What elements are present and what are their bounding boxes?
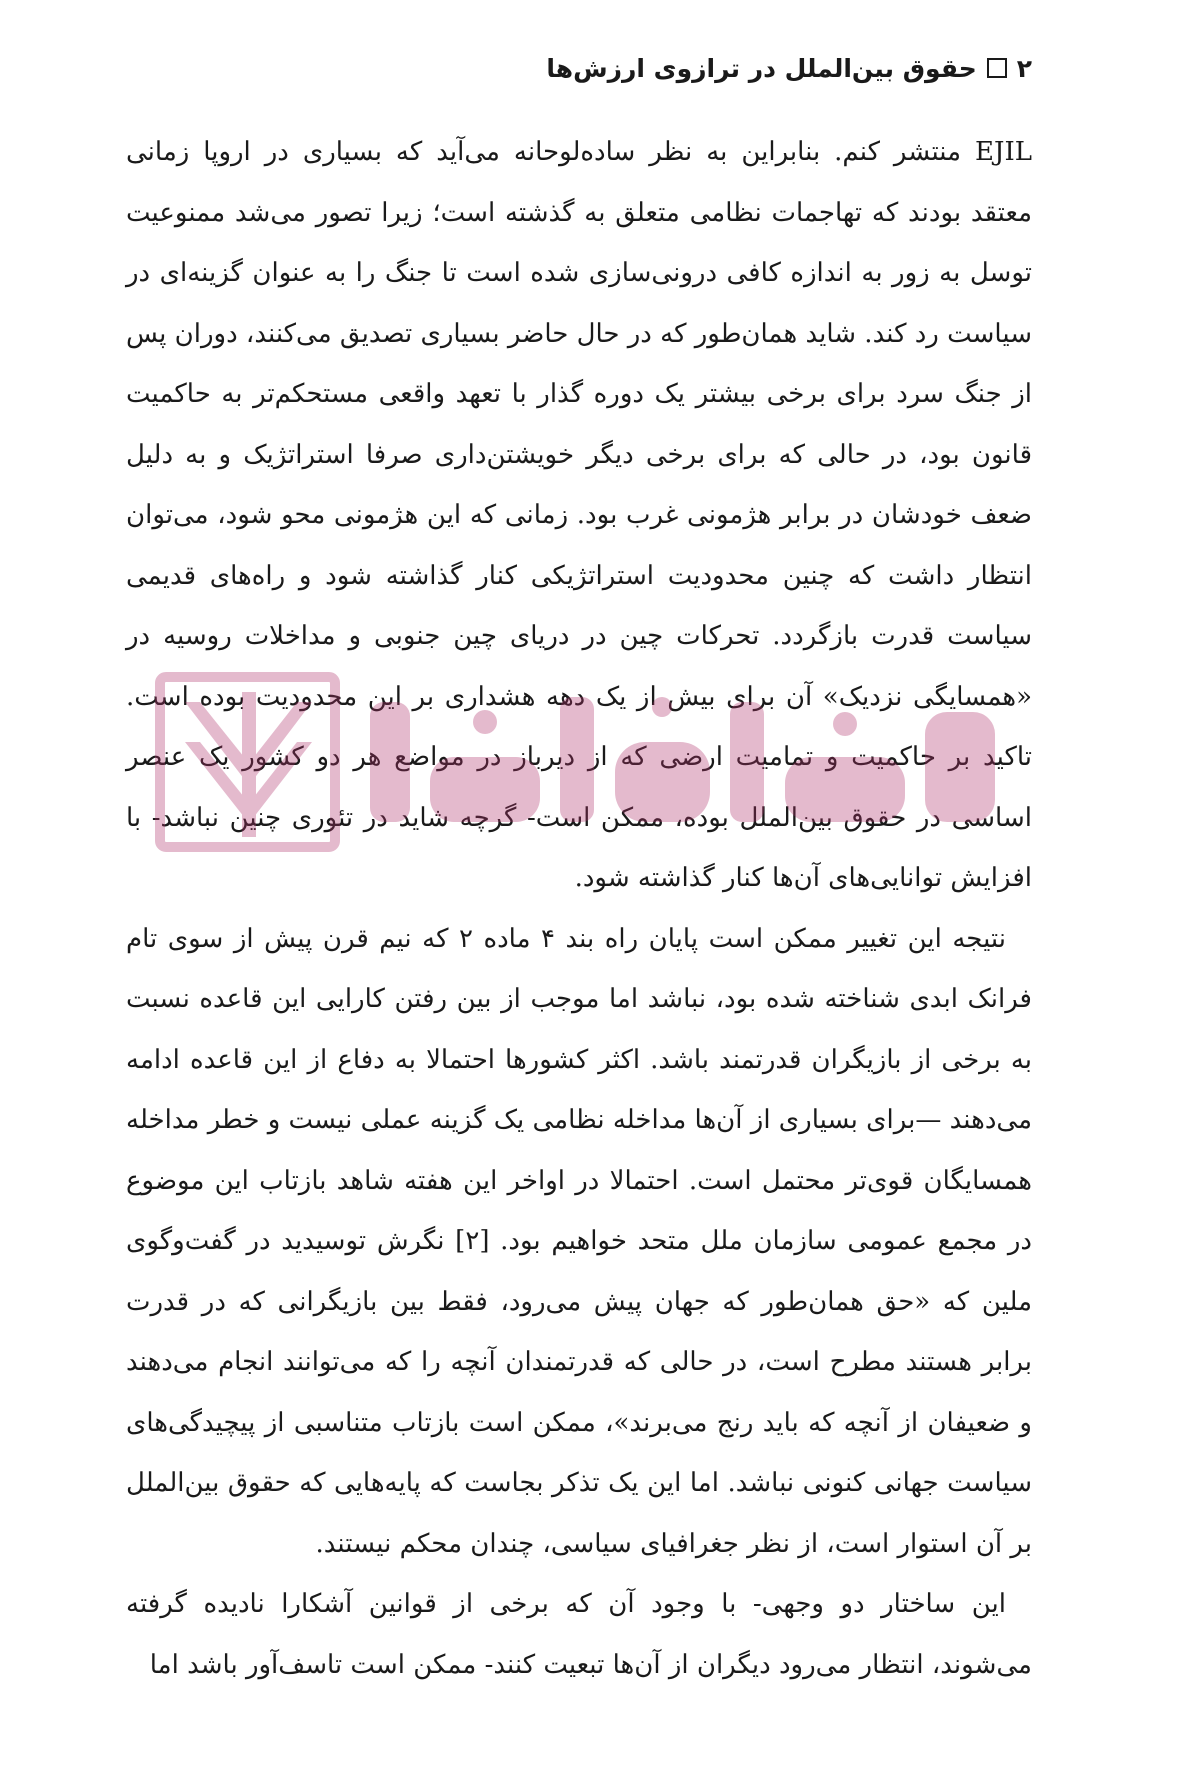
paragraph-1: EJIL منتشر کنم. بنابراین به نظر ساده‌لوحانه می‌آید که بسیاری در اروپا زمانی معتقد بودند که تهاجمات نظامی متعلق به گذشته است؛ زیرا تصور می‌شد ممنوعیت توسل به زور به اندازه کافی درونی‌سازی شده است تا جنگ را به عنوان گزینه‌ای در سیاست رد کند. شاید همان‌طور که در حال حاضر بسیاری تصدیق می‌کنند، دوران پس از جنگ سرد برای برخی بیشتر یک دوره گذار با تعهد واقعی مستحکم‌تر به حاکمیت قانون بود، در حالی که برای برخی دیگر خویشتن‌داری صرفا استراتژیک و به دلیل ضعف خودشان در برابر هژمونی غرب بود. زمانی که این هژمونی محو شود، می‌توان انتظار داشت که چنین محدودیت استراتژیکی کنار گذاشته شود و راه‌های قدیمی سیاست قدرت بازگردد. تحرکات چین در دریای چین جنوبی و مداخلات روسیه در «همسایگی نزدیک» آن برای بیش از یک دهه هشداری بر این محدودیت بوده است. تاکید بر حاکمیت و تمامیت ارضی که از دیرباز در مواضع هر دو کشور یک عنصر اساسی در حقوق بین‌الملل بوده، ممکن است- گرچه شاید در تئوری چنین نباشد- با افزایش توانایی‌های آن‌ها کنار گذاشته شود.	[126, 137, 1033, 893]
square-bullet-icon	[987, 58, 1007, 78]
paragraph-2: نتیجه این تغییر ممکن است پایان راه بند ۴ ماده ۲ که نیم قرن پیش از سوی تام فرانک ابدی شناخته شده بود، نباشد اما موجب از بین رفتن کارایی این قاعده نسبت به برخی از بازیگران قدرتمند باشد. اکثر کشورها احتمالا به دفاع از این قاعده ادامه می‌دهند —برای بسیاری از آن‌ها مداخله نظامی یک گزینه عملی نیست و خطر مداخله همسایگان قوی‌تر محتمل است. احتمالا در اواخر این هفته شاهد بازتاب این موضوع در مجمع عمومی سازمان ملل متحد خواهیم بود. [۲] نگرش توسیدید در گفت‌وگوی ملین که «حق همان‌طور که جهان پیش می‌رود، فقط بین بازیگرانی که در قدرت برابر هستند مطرح است، در حالی که قدرتمندان آنچه را که می‌توانند انجام می‌دهند و ضعیفان از آنچه که باید رنج می‌برند»، ممکن است بازتاب متناسبی از پیچیدگی‌های سیاست جهانی کنونی نباشد. اما این یک تذکر بجاست که پایه‌هایی که حقوق بین‌الملل بر آن استوار است، از نظر جغرافیای سیاسی، چندان محکم نیستند.	[126, 923, 1033, 1559]
page-number: ۲	[1016, 53, 1032, 83]
page-header	[132, 44, 1032, 92]
running-title: حقوق بین‌الملل در ترازوی ارزش‌ها	[546, 53, 977, 83]
body-text	[126, 122, 1032, 1695]
paragraph-3: این ساختار دو وجهی- با وجود آن که برخی از قوانین آشکارا نادیده گرفته می‌شوند، انتظار می‌رود دیگران از آن‌ها تبعیت کنند- ممکن است تاسف‌آور باشد اما	[126, 1589, 1032, 1680]
